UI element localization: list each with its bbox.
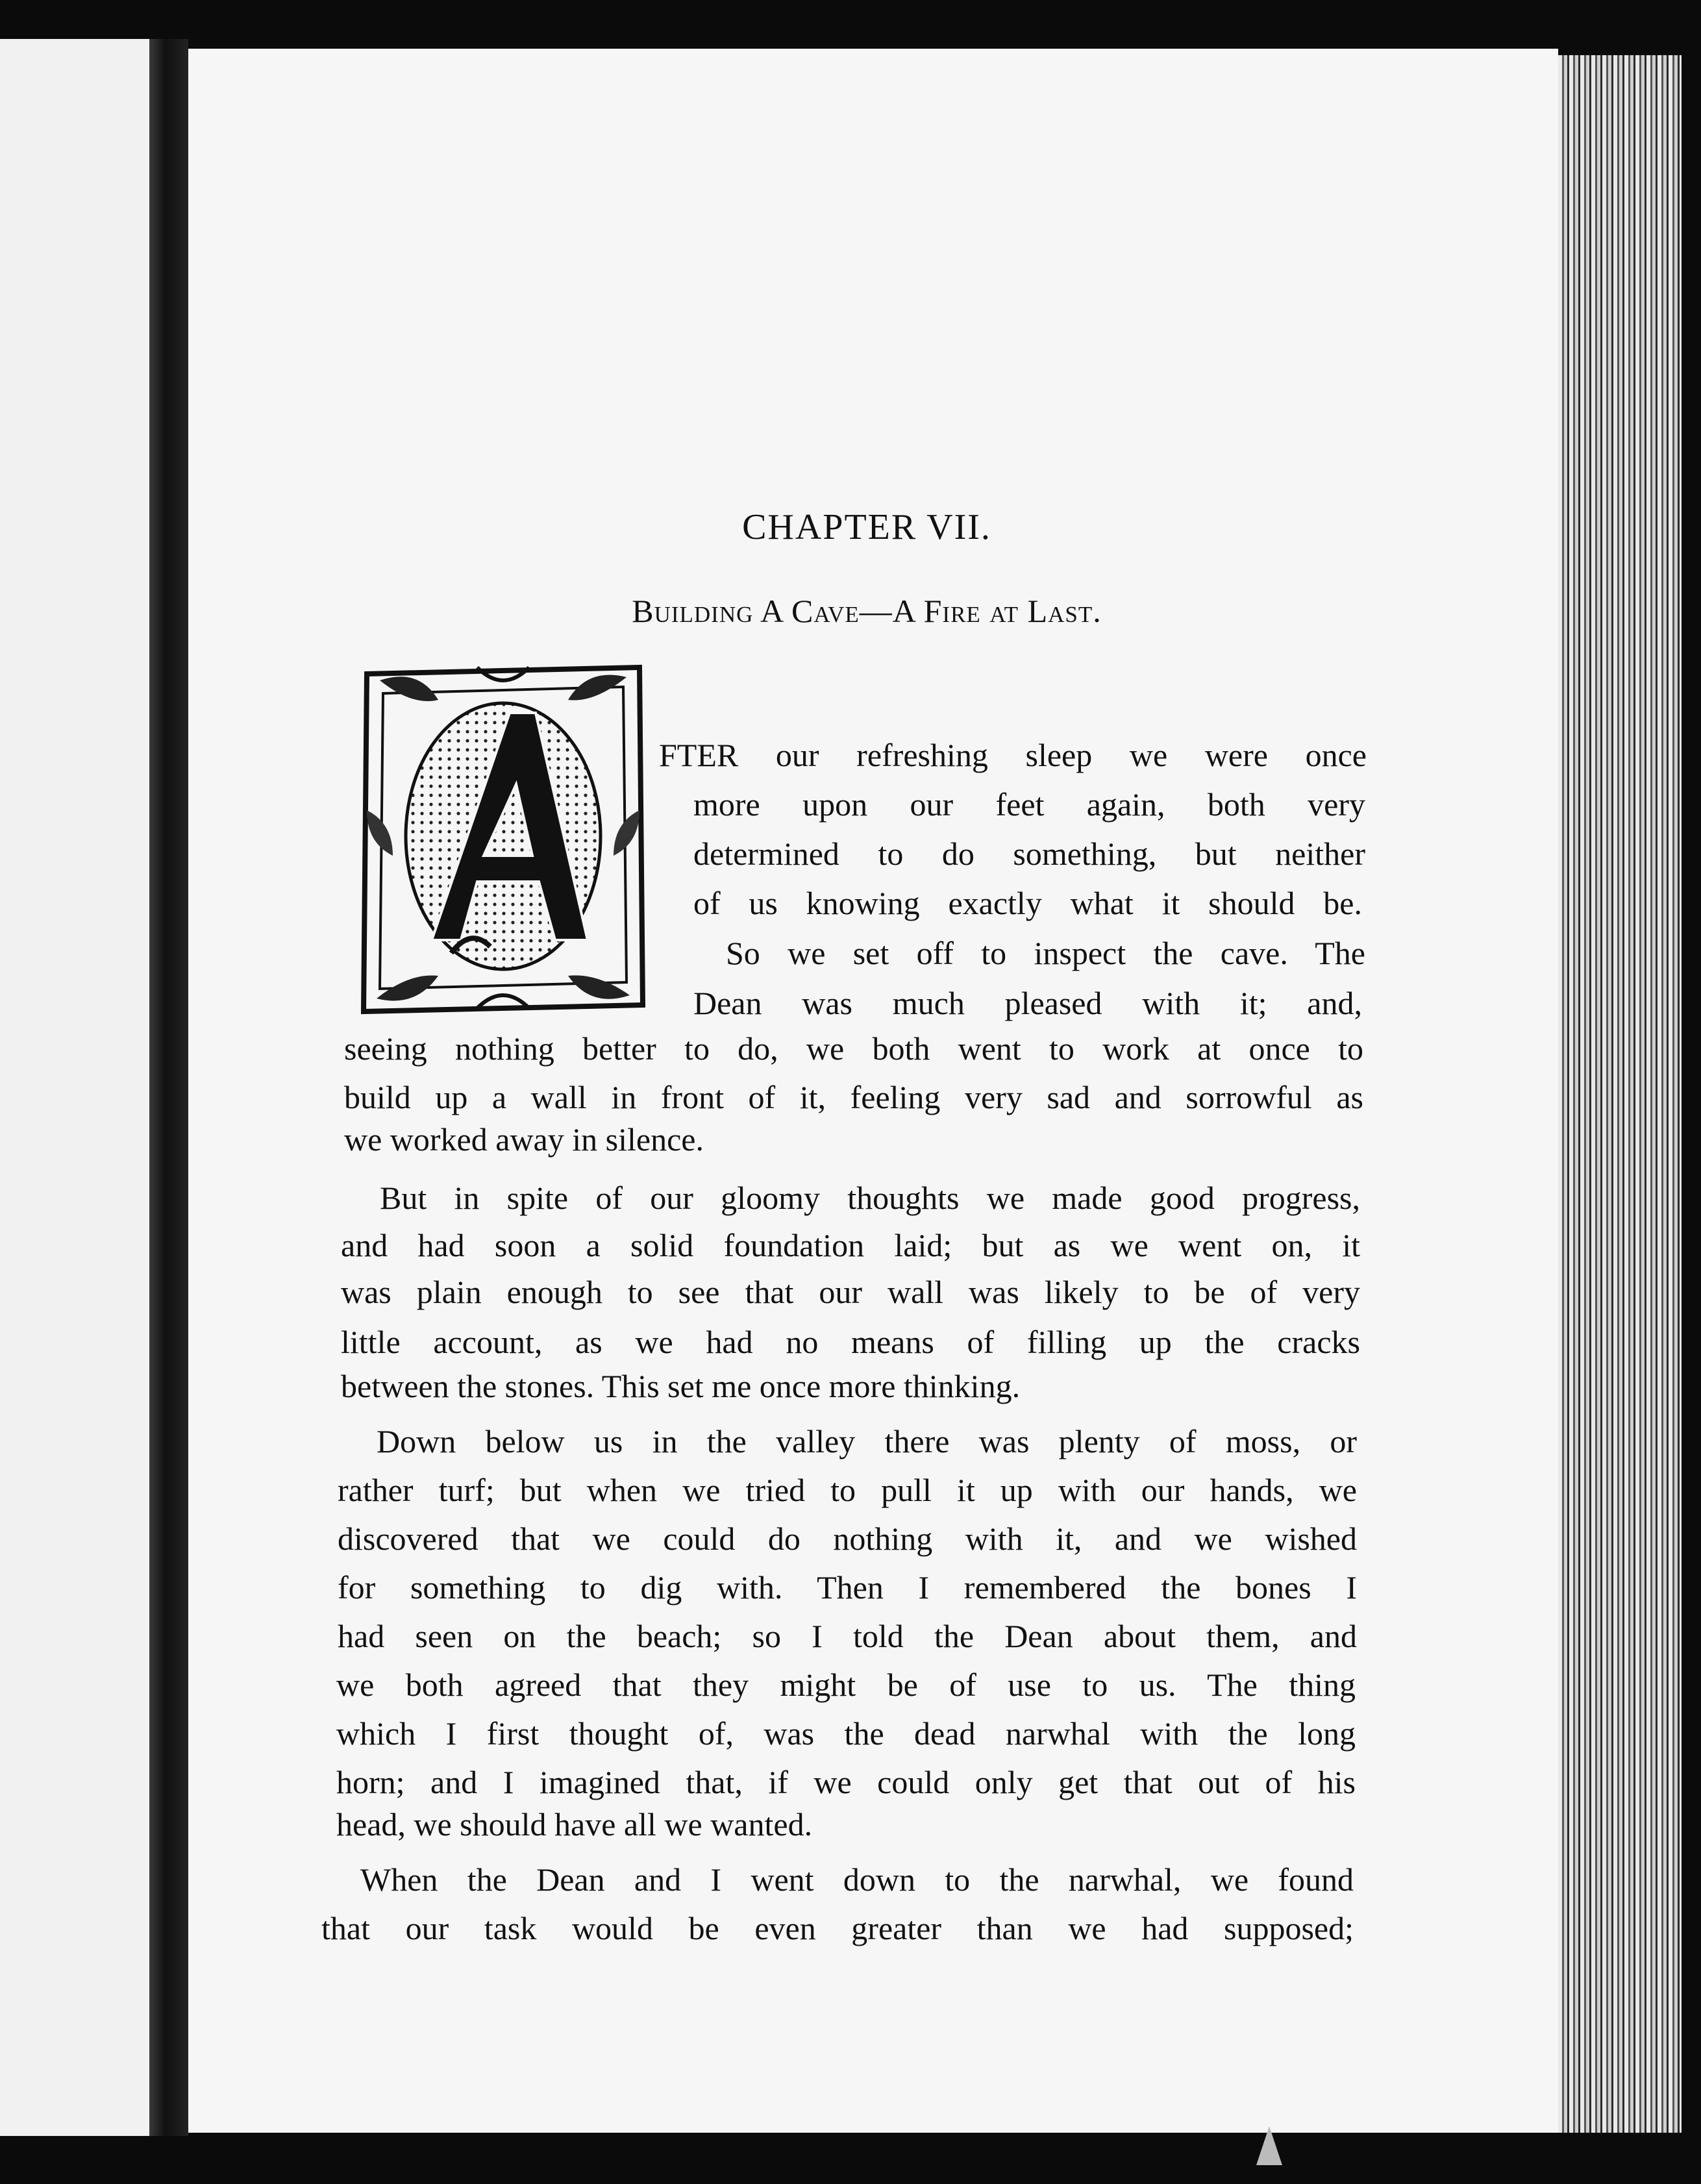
page-edges xyxy=(1558,55,1682,2133)
text-line: for something to dig with. Then I remembered the bones I xyxy=(338,1569,1357,1606)
chapter-title: Building A Cave—A Fire at Last. xyxy=(632,593,1102,629)
text-line: FTER our refreshing sleep we were once xyxy=(659,737,1367,773)
text-line: little account, as we had no means of filling up the cracks xyxy=(341,1324,1360,1360)
text-line: horn; and I imagined that, if we could only get that out of his xyxy=(336,1764,1356,1800)
text-line: that our task would be even greater than we had supposed; xyxy=(321,1910,1354,1946)
text-line: So we set off to inspect the cave. The xyxy=(726,935,1365,971)
text-line: more upon our feet again, both very xyxy=(693,786,1365,823)
text-line: Dean was much pleased with it; and, xyxy=(693,985,1362,1021)
text-line: build up a wall in front of it, feeling very sad and sorrowful as xyxy=(344,1079,1363,1115)
book-gutter xyxy=(149,39,188,2136)
text-line: had seen on the beach; so I told the Dean about them, and xyxy=(338,1618,1357,1654)
text-line: rather turf; but when we tried to pull it up with our hands, we xyxy=(338,1472,1357,1508)
text-line: between the stones. This set me once more thinking. xyxy=(341,1368,1021,1404)
text-line: we worked away in silence. xyxy=(344,1121,704,1158)
text-line: and had soon a solid foundation laid; but as we went on, it xyxy=(341,1227,1360,1263)
left-page xyxy=(0,39,149,2136)
text-line: of us knowing exactly what it should be. xyxy=(693,885,1362,921)
text-line: Down below us in the valley there was plenty of moss, or xyxy=(377,1423,1357,1459)
text-line: discovered that we could do nothing with it, and we wished xyxy=(338,1520,1357,1557)
text-line: But in spite of our gloomy thoughts we made good progress, xyxy=(380,1180,1360,1216)
chapter-number: CHAPTER VII. xyxy=(742,507,991,547)
text-line: we both agreed that they might be of use to us. The thing xyxy=(336,1667,1356,1703)
text-line: seeing nothing better to do, we both went to work at once to xyxy=(344,1030,1363,1067)
text-line: head, we should have all we wanted. xyxy=(336,1806,813,1843)
drop-cap-ornament xyxy=(354,654,652,1018)
text-line: which I first thought of, was the dead narwhal with the long xyxy=(336,1715,1356,1752)
text-line: determined to do something, but neither xyxy=(693,836,1365,872)
text-line: was plain enough to see that our wall was likely to be of very xyxy=(341,1274,1360,1310)
text-line: When the Dean and I went down to the narwhal, we found xyxy=(360,1861,1354,1898)
